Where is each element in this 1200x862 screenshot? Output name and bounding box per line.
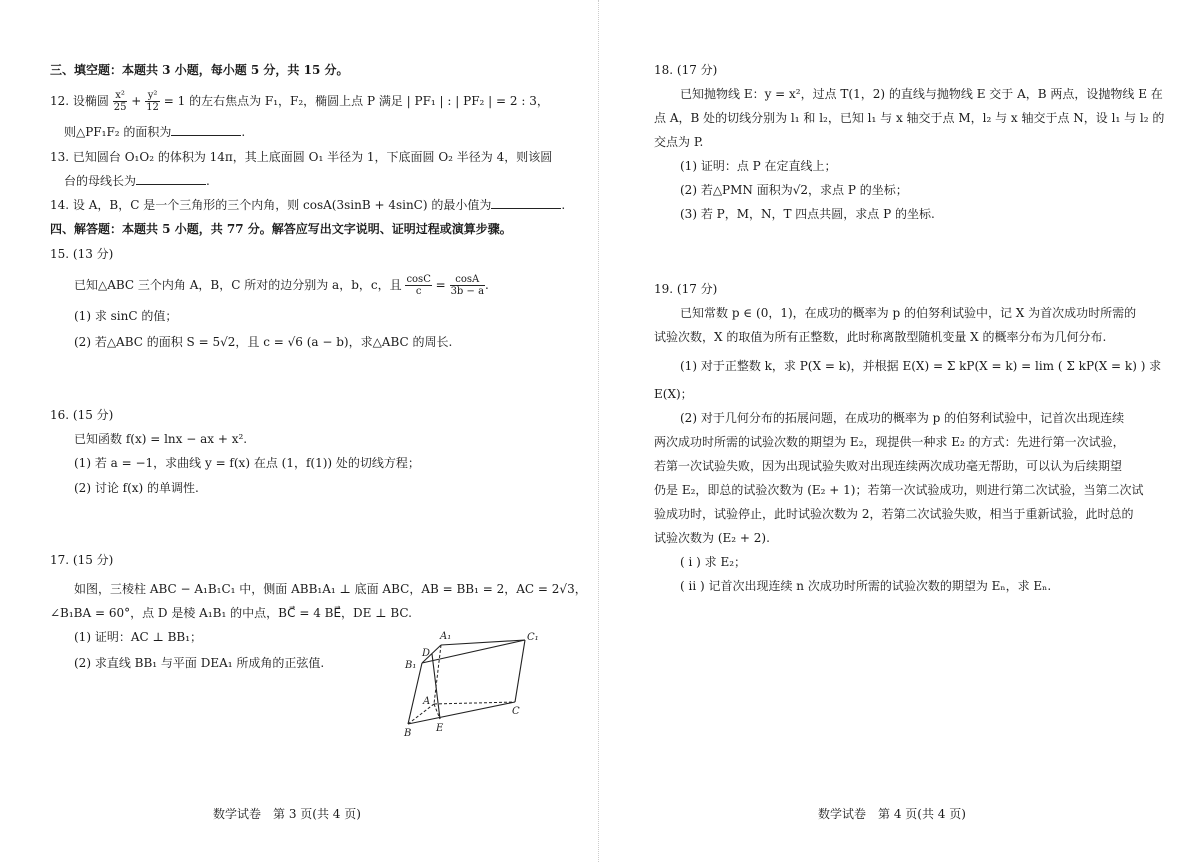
label-b1: B₁	[405, 660, 417, 671]
q16-head: 16. (15 分)	[50, 408, 114, 422]
q19-part2-line6: 试验次数为 (E₂ + 2).	[654, 531, 770, 545]
q19-head: 19. (17 分)	[654, 282, 718, 296]
page-divider	[598, 0, 599, 862]
q12-frac2: $\frac{\text{y²}}{12}$	[146, 90, 159, 113]
q12-question: 则△PF₁F₂ 的面积为	[64, 125, 172, 139]
q15-frac1: $\frac{\cos C}{c}$	[406, 274, 431, 297]
q12-condition: = 1 的左右焦点为 F₁，F₂，椭圆上点 P 满足 | PF₁ | : | PF₂ | = 2 : 3，	[163, 94, 549, 108]
q19-subpart-ii: ( ii ) 记首次出现连续 n 次成功时所需的试验次数的期望为 Eₙ，求 Eₙ.	[680, 579, 1052, 593]
q13-answer-blank[interactable]	[136, 173, 206, 185]
q16-stem: 已知函数 f(x) = lnx − ax + x².	[74, 432, 248, 446]
q14-question: 14. 设 A，B，C 是一个三角形的三个内角，则 cosA(3sinB + 4sinC) 的最小值为	[50, 198, 492, 212]
q15-frac2: $\frac{\cos A}{3b - a}$	[450, 274, 485, 297]
hidden-edge-ac	[434, 702, 515, 704]
q19-part2-line2: 两次成功时所需的试验次数的期望为 E₂，现提供一种求 E₂ 的方式：先进行第一次试验，	[654, 435, 1125, 449]
label-c1: C₁	[527, 632, 539, 643]
q16-part2: (2) 讨论 f(x) 的单调性.	[74, 481, 199, 495]
q19-part1a: (1) 对于正整数 k，求 P(X = k)，并根据 E(X) = Σ kP(X = k) = lim ( Σ kP(X = k) ) 求	[680, 359, 1162, 373]
q15-part2: (2) 若△ABC 的面积 S = 5√2，且 c = √6 (a − b)，求△ABC 的周长.	[74, 335, 453, 349]
label-c: C	[512, 706, 520, 717]
q13-question: 台的母线长为	[64, 174, 137, 188]
left-footer: 数学试卷 第 3 页(共 4 页)	[213, 807, 361, 821]
q18-stem3: 交点为 P.	[654, 135, 704, 149]
q14-answer-blank[interactable]	[491, 197, 561, 209]
q19-stem1: 已知常数 p ∈ (0，1)，在成功的概率为 p 的伯努利试验中，记 X 为首次成功时所需的	[680, 306, 1137, 320]
label-a1: A₁	[440, 631, 452, 642]
q19-part2-line5: 验成功时，试验停止，此时试验次数为 2，若第二次试验失败，相当于重新试验，此时总的	[654, 507, 1134, 521]
label-e: E	[436, 723, 444, 734]
q12-plus: +	[131, 94, 142, 108]
q12-answer-blank[interactable]	[171, 124, 241, 136]
q18-stem1: 已知抛物线 E：y = x²，过点 T(1，2) 的直线与抛物线 E 交于 A，B 两点，设抛物线 E 在	[680, 87, 1163, 101]
q17-part1: (1) 证明：AC ⊥ BB₁；	[74, 630, 203, 644]
q19-part2-line4: 仍是 E₂，即总的试验次数为 (E₂ + 1)；若第一次试验成功，则进行第二次试验，当第二次试	[654, 483, 1144, 497]
q13-line1: 13. 已知圆台 O₁O₂ 的体积为 14π，其上底面圆 O₁ 半径为 1，下底面圆 O₂ 半径为 4，则该圆	[50, 150, 553, 164]
q12-line1	[50, 90, 549, 113]
q15-part1: (1) 求 sinC 的值；	[74, 309, 178, 323]
q15-equals: =	[435, 278, 446, 292]
q18-part1: (1) 证明：点 P 在定直线上；	[680, 159, 837, 173]
label-d: D	[422, 648, 431, 659]
q19-part2-line1: (2) 对于几何分布的拓展问题，在成功的概率为 p 的伯努利试验中，记首次出现连续	[680, 411, 1125, 425]
q17-stem1: 如图，三棱柱 ABC − A₁B₁C₁ 中，侧面 ABB₁A₁ ⊥ 底面 ABC，AB = BB₁ = 2，AC = 2√3，	[74, 582, 587, 596]
prism-figure	[400, 628, 550, 740]
q12-frac1: $\frac{\text{x²}}{25}$	[113, 90, 127, 113]
q16-part1: (1) 若 a = −1，求曲线 y = f(x) 在点 (1，f(1)) 处的切线方程；	[74, 456, 420, 470]
edge-cc1	[515, 640, 525, 702]
q19-subpart-i: ( i ) 求 E₂；	[680, 555, 747, 569]
q14-line: 14. 设 A，B，C 是一个三角形的三个内角，则 cosA(3sinB + 4sinC) 的最小值为 .	[50, 198, 566, 212]
q18-part2: (2) 若△PMN 面积为√2，求点 P 的坐标；	[680, 183, 908, 197]
q12-line2: 则△PF₁F₂ 的面积为 .	[64, 125, 246, 139]
q18-part3: (3) 若 P，M，N，T 四点共圆，求点 P 的坐标.	[680, 207, 935, 221]
q19-part2-line3: 若第一次试验失败，因为出现试验失败对出现连续两次成功毫无帮助，可以认为后续期望	[654, 459, 1123, 473]
q19-part1b: E(X)；	[654, 387, 693, 401]
q13-line2: 台的母线长为 .	[64, 174, 210, 188]
q18-head: 18. (17 分)	[654, 63, 718, 77]
section4-title: 四、解答题：本题共 5 小题，共 77 分。解答应写出文字说明、证明过程或演算步骤。	[50, 222, 512, 236]
q15-stem-text: 已知△ABC 三个内角 A，B，C 所对的边分别为 a，b，c，且	[74, 278, 402, 292]
q17-stem2: ∠B₁BA = 60°，点 D 是棱 A₁B₁ 的中点，BC⃗ = 4 BE⃗，DE ⊥ BC.	[50, 606, 412, 620]
q19-stem2: 试验次数，X 的取值为所有正整数，此时称离散型随机变量 X 的概率分布为几何分布.	[654, 330, 1107, 344]
q17-part2: (2) 求直线 BB₁ 与平面 DEA₁ 所成角的正弦值.	[74, 656, 325, 670]
q12-intro: 12. 设椭圆	[50, 94, 109, 108]
q15-stem: 已知△ABC 三个内角 A，B，C 所对的边分别为 a，b，c，且 $\frac{\cos C}{c}$ = $\frac{\cos A}{3b - a}$ .	[74, 274, 489, 297]
q17-head: 17. (15 分)	[50, 553, 114, 567]
label-a: A	[423, 696, 431, 707]
q18-stem2: 点 A，B 处的切线分别为 l₁ 和 l₂，已知 l₁ 与 x 轴交于点 M，l₂ 与 x 轴交于点 N，设 l₁ 与 l₂ 的	[654, 111, 1165, 125]
section3-title: 三、填空题：本题共 3 小题，每小题 5 分，共 15 分。	[50, 63, 349, 77]
right-footer: 数学试卷 第 4 页(共 4 页)	[818, 807, 966, 821]
q15-head: 15. (13 分)	[50, 247, 114, 261]
label-b: B	[404, 728, 412, 739]
